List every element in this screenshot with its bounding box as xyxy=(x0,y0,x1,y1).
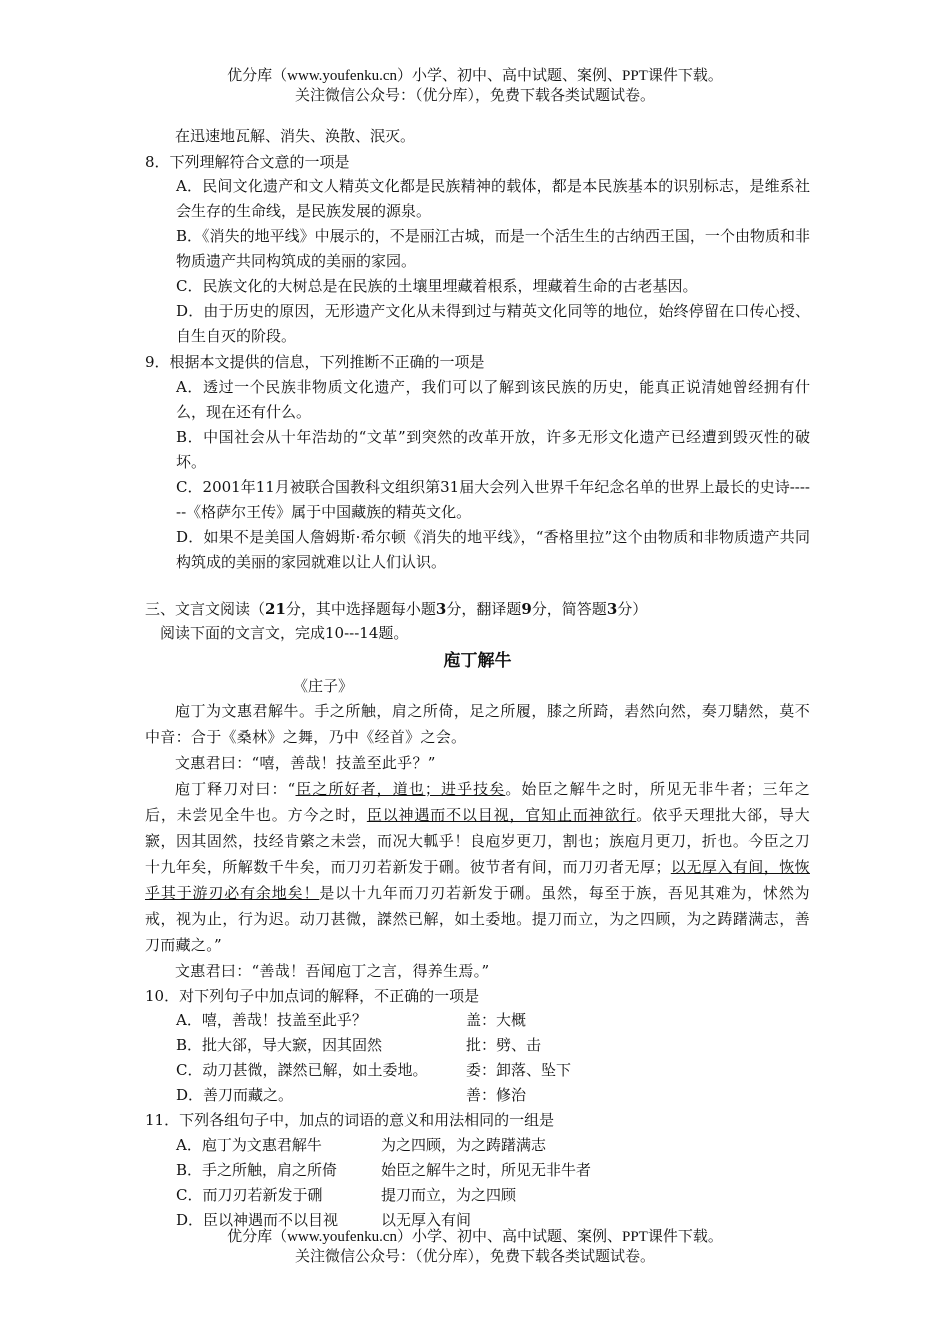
q11-option-a-right: 为之四顾，为之踌躇满志 xyxy=(381,1135,547,1154)
passage-text: 是以十九年而刀刃若新发于硎。虽然，每至于族，吾见其难为，怵然为戒，视为止，行为迟。动刀甚微，謋然已解，如土委地。提刀而立，为之四顾，为之踌躇满志，善刀而藏之。” xyxy=(145,883,810,954)
q11-row-c xyxy=(145,1183,810,1208)
q10-row-c xyxy=(145,1058,810,1083)
q11-option-d-left: D．臣以神遇而不以目视 xyxy=(176,1210,339,1229)
q11-option-c-left: C．而刀刃若新发于硎 xyxy=(176,1185,323,1204)
passage-paragraph-3 xyxy=(145,776,810,958)
q10-row-a xyxy=(145,1008,810,1033)
q11-row-a xyxy=(145,1133,810,1158)
q10-option-d: D．善刀而藏之。 xyxy=(176,1086,294,1104)
page-footer xyxy=(0,1227,950,1267)
q8-option-c: C．民族文化的大树总是在民族的土壤里埋藏着根系，埋藏着生命的古老基因。 xyxy=(176,277,698,295)
q9-option-c: C．2001年11月被联合国教科文组织第31届大会列入世界千年纪念名单的世界上最长的史诗------《格萨尔王传》属于中国藏族的精英文化。 xyxy=(176,477,810,521)
heading-score: 3 xyxy=(606,599,618,618)
intro-line: 在迅速地瓦解、消失、涣散、泯灭。 xyxy=(175,127,416,145)
q9-option-b: B．中国社会从十年浩劫的“文革”到突然的改革开放，许多无形文化遗产已经遭到毁灭性的破坏。 xyxy=(176,427,810,471)
heading-score: 3 xyxy=(435,599,447,618)
section-3-instruction: 阅读下面的文言文，完成10---14题。 xyxy=(160,624,409,642)
q10-gloss-c: 委：卸落、坠下 xyxy=(466,1061,572,1079)
q8-option-b: B．《消失的地平线》中展示的，不是丽江古城，而是一个活生生的古纳西王国，一个由物质和非物质遗产共同构筑成的美丽的家园。 xyxy=(176,227,810,270)
question-8 xyxy=(145,150,810,350)
heading-score: 21 xyxy=(265,599,286,618)
header-line-1: 优分库（www.youfenku.cn）小学、初中、高中试题、案例、PPT课件下载。 xyxy=(227,68,723,84)
q11-option-c-right: 提刀而立，为之四顾 xyxy=(381,1185,517,1204)
q8-stem: 8．下列理解符合文意的一项是 xyxy=(145,152,350,171)
q11-option-b-right: 始臣之解牛之时，所见无非牛者 xyxy=(381,1160,592,1179)
q10-stem: 10．对下列句子中加点词的解释，不正确的一项是 xyxy=(145,986,480,1005)
q9-option-a: A．透过一个民族非物质文化遗产，我们可以了解到该民族的历史，能真正说清她曾经拥有什么，现在还有什么。 xyxy=(176,377,810,421)
q11-option-b-left: B．手之所触，肩之所倚 xyxy=(176,1160,338,1179)
page-header xyxy=(0,66,950,106)
q10-row-d xyxy=(145,1083,810,1108)
heading-text: 分，简答题 xyxy=(531,599,607,618)
q9-stem: 9．根据本文提供的信息，下列推断不正确的一项是 xyxy=(145,353,485,371)
q11-row-b xyxy=(145,1158,810,1183)
q9-option-d: D．如果不是美国人詹姆斯·希尔顿《消失的地平线》，“香格里拉”这个由物质和非物质遗产共同构筑成的美丽的家园就难以让人们认识。 xyxy=(176,527,810,571)
passage-author: 《庄子》 xyxy=(293,676,354,695)
question-11 xyxy=(145,1108,810,1233)
question-9 xyxy=(145,350,810,575)
heading-text: 分，翻译题 xyxy=(446,599,522,618)
document-body xyxy=(145,124,810,1233)
q11-option-a-left: A．庖丁为文惠君解牛 xyxy=(176,1135,322,1154)
q8-option-a: A．民间文化遗产和文人精英文化都是民族精神的载体，都是本民族基本的识别标志，是维系社会生存的生命线，是民族发展的源泉。 xyxy=(176,177,810,220)
underlined-sentence-1: 臣之所好者，道也；进乎技矣 xyxy=(295,779,506,798)
q10-option-a: A．嘻，善哉！技盖至此乎？ xyxy=(176,1011,367,1029)
q10-gloss-d: 善：修治 xyxy=(466,1086,527,1104)
q10-option-c: C．动刀甚微，謋然已解，如土委地。 xyxy=(176,1061,428,1079)
footer-line-2: 关注微信公众号：（优分库），免费下载各类试题试卷。 xyxy=(294,1249,655,1265)
heading-score: 9 xyxy=(521,599,532,618)
q10-option-b: B．批大郤，导大窾，因其固然 xyxy=(176,1036,383,1054)
q10-row-b xyxy=(145,1033,810,1058)
q8-option-d: D．由于历史的原因，无形遗产文化从未得到过与精英文化同等的地位，始终停留在口传心授、自生自灭的阶段。 xyxy=(176,302,810,345)
passage-paragraph-4: 文惠君曰：“善哉！吾闻庖丁之言，得养生焉。” xyxy=(175,961,490,980)
underlined-sentence-3: 以无厚入有间，恢恢乎其于游刃必有余地矣！ xyxy=(145,857,810,902)
q10-gloss-b: 批：劈、击 xyxy=(466,1036,542,1054)
q10-gloss-a: 盖：大概 xyxy=(466,1011,527,1029)
heading-text: 分，其中选择题每小题 xyxy=(285,599,436,618)
heading-text: 三、文言文阅读（ xyxy=(145,599,266,618)
passage-paragraph-2: 文惠君曰：“嘻，善哉！技盖至此乎？” xyxy=(175,753,436,772)
passage-text: 。依乎天理批大郤，导大窾，因其固然，技经肯綮之未尝，而况大軱乎！良庖岁更刀，割也；族庖月更刀，折也。今臣之刀十九年矣，所解数千牛矣，而刀刃若新发于硎。彼节者有间，而刀刃者无厚； xyxy=(145,805,810,876)
spacer xyxy=(145,575,810,597)
header-line-2: 关注微信公众号：（优分库），免费下载各类试题试卷。 xyxy=(294,88,655,104)
section-3-heading xyxy=(145,597,810,622)
passage-title: 庖丁解牛 xyxy=(443,650,512,671)
passage-text: 庖丁释刀对曰：“ xyxy=(175,779,296,798)
question-10 xyxy=(145,984,810,1109)
q11-stem: 11．下列各组句子中，加点的词语的意义和用法相同的一组是 xyxy=(145,1111,555,1129)
underlined-sentence-2: 臣以神遇而不以目视，官知止而神欲行 xyxy=(366,805,637,824)
heading-text: 分） xyxy=(617,599,648,618)
footer-line-1: 优分库（www.youfenku.cn）小学、初中、高中试题、案例、PPT课件下载。 xyxy=(227,1229,723,1245)
q11-option-d-right: 以无厚入有间 xyxy=(381,1210,472,1229)
passage-paragraph-1: 庖丁为文惠君解牛。手之所触，肩之所倚，足之所履，膝之所踦，砉然向然，奏刀騞然，莫不中音：合于《桑林》之舞，乃中《经首》之会。 xyxy=(145,701,810,746)
passage-text: 。始臣之解牛之时，所见无非牛者；三年之后，未尝见全牛也。方今之时， xyxy=(145,779,811,824)
